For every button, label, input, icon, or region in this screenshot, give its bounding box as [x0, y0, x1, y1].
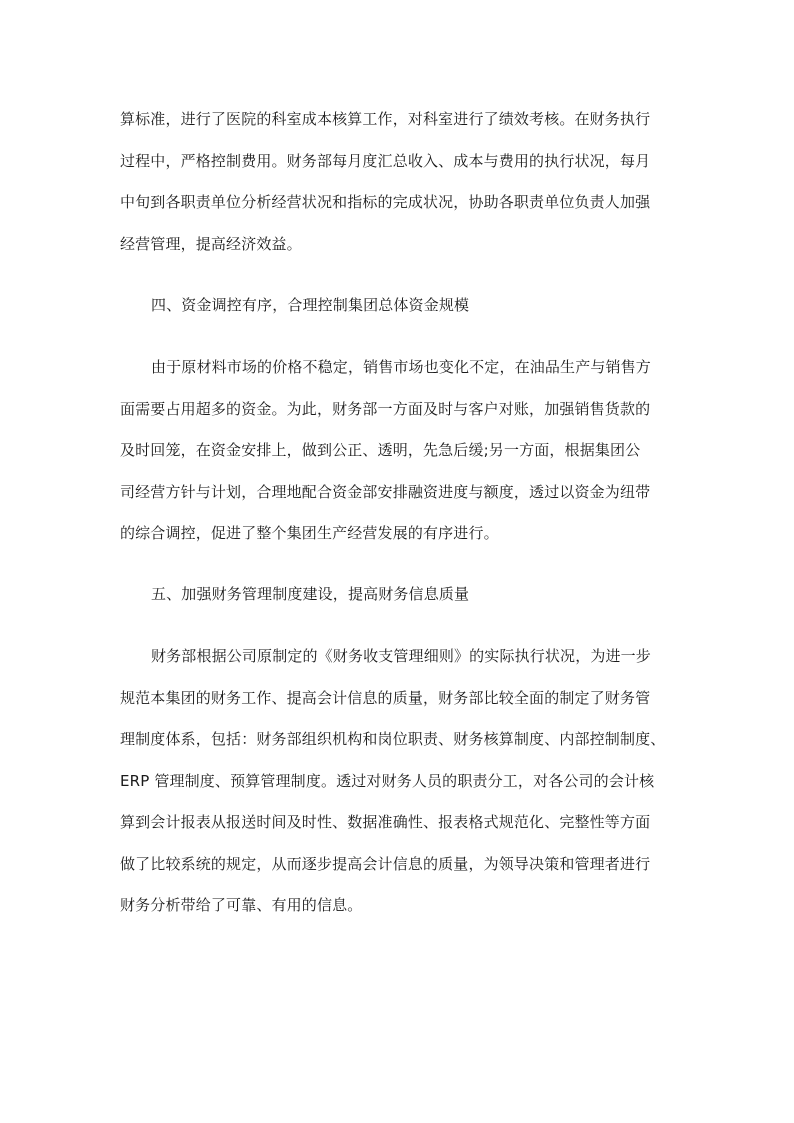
text-line: 算标准，进行了医院的科室成本核算工作，对科室进行了绩效考核。在财务执行	[120, 110, 651, 128]
text-line: 由于原材料市场的价格不稳定，销售市场也变化不定，在油品生产与销售方	[151, 358, 651, 376]
text-line: 司经营方针与计划，合理地配合资金部安排融资进度与额度，透过以资金为纽带	[120, 483, 651, 501]
text-line: 财务分析带给了可靠、有用的信息。	[120, 896, 363, 914]
text-line: 理制度体系，包括：财务部组织机构和岗位职责、财务核算制度、内部控制制度、	[120, 730, 666, 748]
text-line: 中旬到各职责单位分析经营状况和指标的完成状况，协助各职责单位负责人加强	[120, 193, 651, 211]
text-line: 算到会计报表从报送时间及时性、数据准确性、报表格式规范化、完整性等方面	[120, 813, 651, 831]
text-line: 做了比较系统的规定，从而逐步提高会计信息的质量，为领导决策和管理者进行	[120, 855, 651, 873]
section-heading-4: 四、资金调控有序，合理控制集团总体资金规模	[151, 296, 470, 314]
text-line: 财务部根据公司原制定的《财务收支管理细则》的实际执行状况，为进一步	[151, 647, 651, 665]
text-line: ERP 管理制度、预算管理制度。透过对财务人员的职责分工，对各公司的会计核	[120, 772, 655, 790]
text-line: 面需要占用超多的资金。为此，财务部一方面及时与客户对账，加强销售货款的	[120, 400, 651, 418]
text-line: 经营管理，提高经济效益。	[120, 235, 302, 253]
text-line: 过程中，严格控制费用。财务部每月度汇总收入、成本与费用的执行状况，每月	[120, 152, 651, 170]
section-heading-5: 五、加强财务管理制度建设，提高财务信息质量	[151, 585, 470, 603]
text-line: 及时回笼，在资金安排上，做到公正、透明，先急后缓;另一方面，根据集团公	[120, 441, 641, 459]
text-line: 的综合调控，促进了整个集团生产经营发展的有序进行。	[120, 524, 499, 542]
text-line: 规范本集团的财务工作、提高会计信息的质量，财务部比较全面的制定了财务管	[120, 689, 651, 707]
